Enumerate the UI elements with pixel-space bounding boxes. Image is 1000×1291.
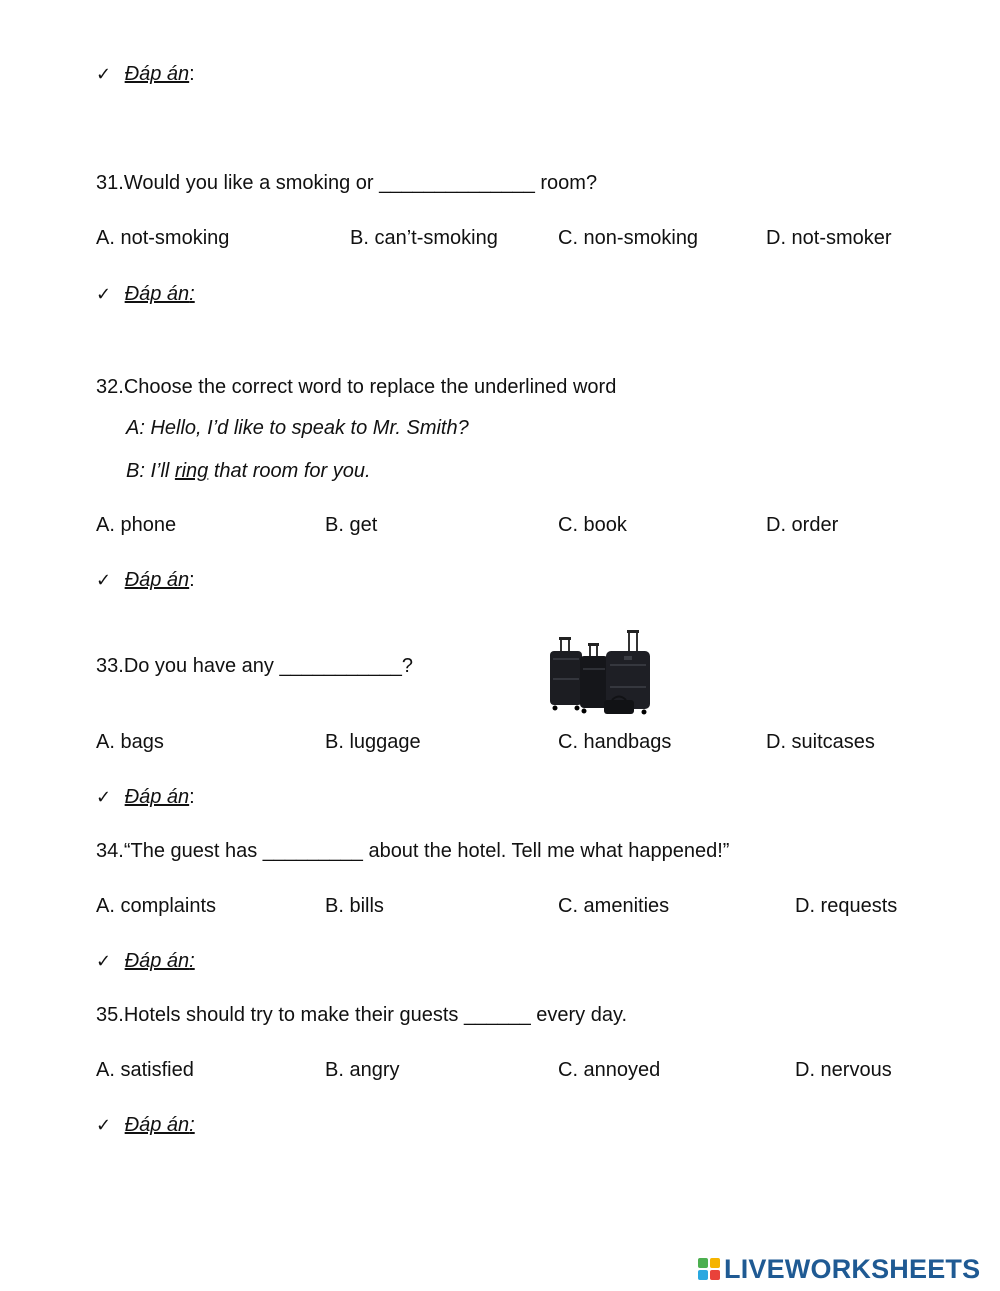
q31-option-c[interactable]: C. non-smoking	[558, 227, 699, 249]
answer-label[interactable]: Đáp án	[124, 569, 190, 591]
q35-option-d[interactable]: D. nervous	[795, 1059, 892, 1081]
answer-line-30: ✓ Đáp án:	[96, 63, 195, 85]
answer-line-34	[96, 949, 195, 974]
answer-line-32: ✓ Đáp án:	[96, 569, 195, 591]
q34-option-d[interactable]: D. requests	[795, 895, 898, 917]
q33-option-b[interactable]: B. luggage	[325, 731, 421, 753]
check-icon: ✓	[96, 570, 112, 591]
answer-label[interactable]: Đáp án:	[124, 950, 195, 972]
answer-line-35	[96, 1113, 195, 1138]
q32-option-b[interactable]: B. get	[325, 514, 378, 536]
answer-line-33: ✓ Đáp án:	[96, 786, 195, 808]
question-31-stem: 31.Would you like a smoking or ______________ room?	[96, 172, 598, 194]
q32-option-c[interactable]: C. book	[558, 514, 627, 536]
logo-mark-icon	[698, 1258, 720, 1280]
q34-option-a[interactable]: A. complaints	[96, 895, 217, 917]
q32-dialogue-b: B: I’ll ring that room for you.	[126, 460, 371, 482]
answer-label[interactable]: Đáp án	[124, 786, 190, 808]
answer-line-31	[96, 282, 195, 307]
q34-option-b[interactable]: B. bills	[325, 895, 384, 917]
q33-option-a[interactable]: A. bags	[96, 731, 164, 753]
q35-option-a[interactable]: A. satisfied	[96, 1059, 194, 1081]
logo-text: LIVEWORKSHEETS	[724, 1253, 981, 1284]
question-35-stem: 35.Hotels should try to make their guests ______ every day.	[96, 1004, 628, 1026]
q32-option-d[interactable]: D. order	[766, 514, 839, 536]
q31-option-a[interactable]: A. not-smoking	[96, 227, 230, 249]
question-34-stem: 34.“The guest has _________ about the hotel. Tell me what happened!”	[96, 840, 730, 862]
q34-option-c[interactable]: C. amenities	[558, 895, 670, 917]
luggage-set-icon	[546, 628, 652, 718]
check-icon: ✓	[96, 284, 112, 305]
answer-label: Đáp án	[124, 63, 190, 85]
q32-dialogue-a: A: Hello, I’d like to speak to Mr. Smith?	[126, 417, 469, 439]
question-33-stem: 33.Do you have any ___________?	[96, 655, 413, 677]
q35-option-b[interactable]: B. angry	[325, 1059, 400, 1081]
q32-option-a[interactable]: A. phone	[96, 514, 177, 536]
check-icon: ✓	[96, 1115, 112, 1136]
answer-label[interactable]: Đáp án:	[124, 1114, 195, 1136]
q31-option-d[interactable]: D. not-smoker	[766, 227, 892, 249]
q33-option-c[interactable]: C. handbags	[558, 731, 672, 753]
q31-option-b[interactable]: B. can’t-smoking	[350, 227, 498, 249]
q35-option-c[interactable]: C. annoyed	[558, 1059, 661, 1081]
check-icon: ✓	[96, 787, 112, 808]
answer-label[interactable]: Đáp án:	[124, 283, 195, 305]
check-icon: ✓	[96, 951, 112, 972]
q33-option-d[interactable]: D. suitcases	[766, 731, 875, 753]
question-32-stem: 32.Choose the correct word to replace the underlined word	[96, 376, 617, 398]
underlined-word: ring	[174, 460, 209, 482]
liveworksheets-logo[interactable]	[698, 1254, 980, 1284]
check-icon: ✓	[96, 64, 112, 85]
